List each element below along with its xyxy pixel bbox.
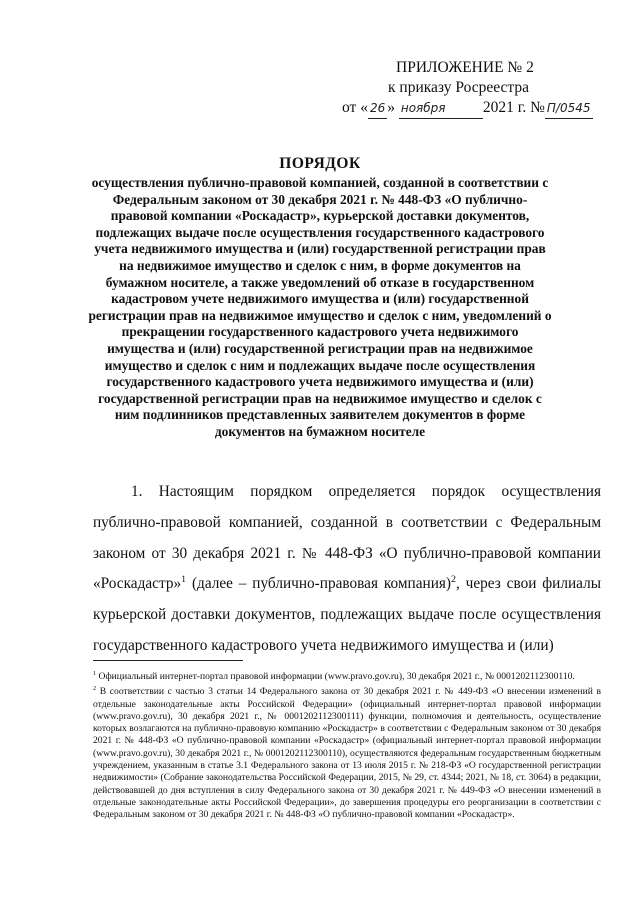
footnote-marker-1: 1 — [93, 669, 97, 677]
footnote-2 — [93, 686, 601, 821]
footnote-1 — [93, 671, 601, 683]
document-title-block — [88, 154, 552, 441]
paragraph-1-part-c: , через свои филиалы курьерской доставки документов, подлежащих выдаче после осуществления государственного кадастрового учета недвижимого имущества и (или) — [93, 575, 602, 654]
paragraph-1-part-a: 1. Настоящим порядком определяется порядок осуществления публично-правовой компанией, созданной в соответствии с Федеральным законом от 30 декабря 2021 г. № 448-ФЗ «О публично-правовой компании «Роскадастр» — [93, 483, 601, 593]
footnote-divider — [93, 660, 243, 661]
handwritten-day: 26 — [368, 99, 387, 119]
order-date-line — [342, 98, 593, 119]
footnote-ref-1: 1 — [181, 574, 187, 586]
footnote-text-1: Официальный интернет-портал правовой информации (www.pravo.gov.ru), 30 декабря 2021 г., № 0001202112300110. — [98, 671, 575, 682]
document-subtitle: осуществления публично-правовой компанией, созданной в соответствии с Федеральным законом от 30 декабря 2021 г. № 448-ФЗ «О публично-правовой компании «Роскадастр», курьерской доставки документов, подлежащих выдаче после осуществления государственного кадастрового учета недвижимого имущества и (или) государственной регистрации прав на недвижимое имущество и сделок с ним, в форме документов на бумажном носителе, а также уведомлений об отказе в государственном кадастровом учете недвижимого имущества и (или) государственной регистрации прав на недвижимое имущество и сделок с ним, уведомлений о прекращении государственного кадастрового учета недвижимого имущества и (или) государственной регистрации прав на недвижимое имущество и сделок с ним и подлежащих выдаче после осуществления государственного кадастрового учета недвижимого имущества и (или) государственной регистрации прав на недвижимое имущество и сделок с ним подлинников представленных заявителем документов в форме документов на бумажном носителе — [88, 175, 552, 439]
document-title: ПОРЯДОК — [279, 155, 361, 172]
paragraph-1 — [93, 477, 601, 662]
handwritten-order-number: П/0545 — [545, 99, 593, 119]
footnote-text-2: В соответствии с частью 3 статьи 14 Федерального закона от 30 декабря 2021 г. № 449-ФЗ «О внесении изменений в отдельные законодательные акты Российской Федерации» (официальный интернет-портал правовой информации (www.pravo.gov.ru), 30 декабря 2021 г., № 0001202112300111) функции, полномочия и деятельность, осуществление которых возлагаются на публично-правовую компанию «Роскадастр» в соответствии с Федеральным законом от 30 декабря 2021 г. № 448-ФЗ «О публично-правовой компании «Роскадастр» (официальный интернет-портал правовой информации (www.pravo.gov.ru), 30 декабря 2021 г., № 0001202112300110), осуществляются федеральным государственным бюджетным учреждением, указанным в статье 3.1 Федерального закона от 13 июля 2015 г. № 218-ФЗ «О государственной регистрации недвижимости» (Собрание законодательства Российской Федерации, 2015, № 29, ст. 4344; 2021, № 18, ст. 3064) в редакции, действовавшей до дня вступления в силу Федерального закона от 30 декабря 2021 г. № 449-ФЗ «О внесении изменений в отдельные законодательные акты Российской Федерации», до завершения процедуры его реорганизации в соответствии с Федеральным законом от 30 декабря 2021 г. № 448-ФЗ «О публично-правовой компании «Роскадастр». — [93, 686, 601, 821]
footnote-marker-2: 2 — [93, 685, 97, 693]
order-reference: к приказу Росреестра — [388, 79, 529, 96]
footnote-ref-2: 2 — [451, 574, 456, 586]
appendix-label: ПРИЛОЖЕНИЕ № 2 — [396, 59, 534, 76]
date-year: 2021 г. № — [482, 99, 545, 116]
paragraph-1-part-b: (далее – публично-правовая компания) — [186, 575, 452, 593]
date-mid: » — [387, 99, 395, 116]
footnotes — [93, 671, 601, 825]
handwritten-month: ноября — [399, 99, 483, 119]
date-prefix: от « — [342, 99, 368, 116]
